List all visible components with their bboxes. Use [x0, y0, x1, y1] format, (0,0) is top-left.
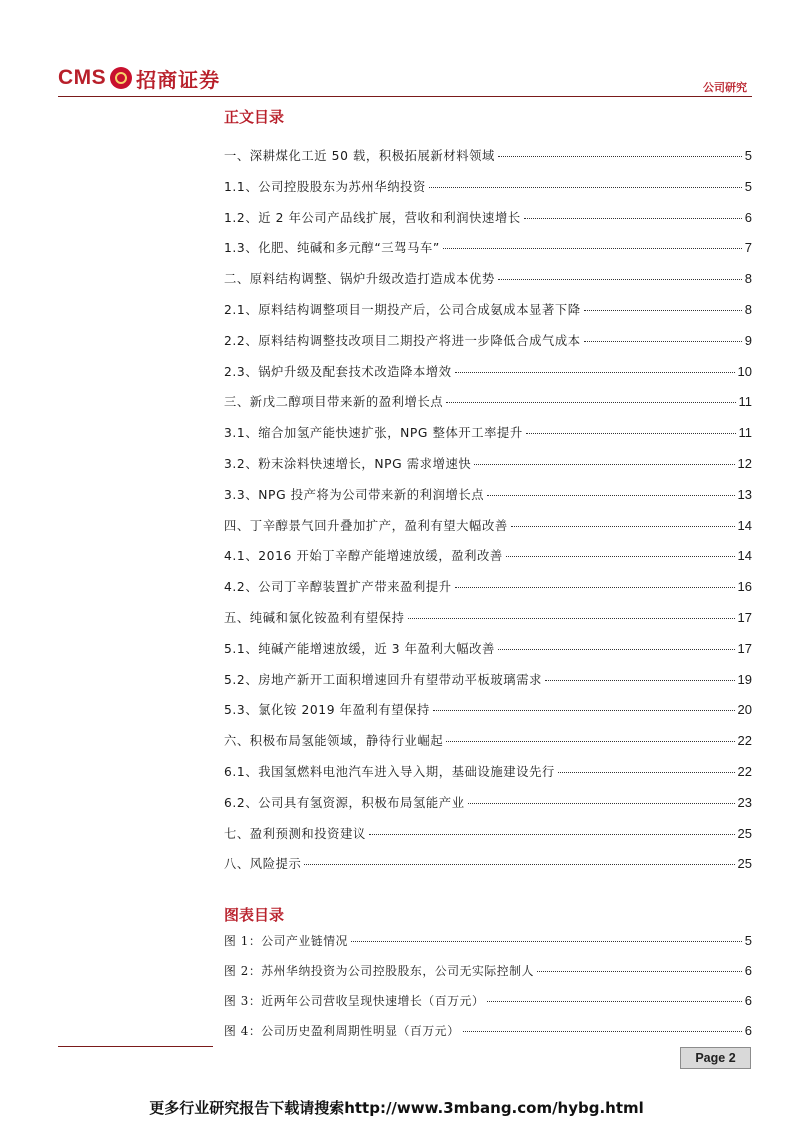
dot-leader	[498, 156, 742, 157]
toc-entry-title: 1.1、公司控股股东为苏州华纳投资	[224, 179, 426, 194]
toc-entry-page-number: 8	[744, 301, 752, 317]
toc-entry-title: 3.3、NPG 投产将为公司带来新的利润增长点	[224, 487, 485, 502]
figure-toc-entry[interactable]	[224, 992, 752, 1022]
figure-toc-section-title: 图表目录	[224, 906, 285, 924]
dot-leader	[446, 402, 735, 403]
toc-entry[interactable]	[224, 208, 752, 239]
dot-leader	[455, 587, 735, 588]
dot-leader	[455, 372, 735, 373]
figure-toc-entry[interactable]	[224, 932, 752, 962]
toc-entry[interactable]	[224, 485, 752, 516]
toc-entry-page-number: 13	[737, 486, 752, 502]
toc-entry-title: 2.2、原料结构调整技改项目二期投产将进一步降低合成气成本	[224, 333, 581, 348]
header-divider	[58, 96, 752, 97]
toc-entry-title: 2.3、锅炉升级及配套技术改造降本增效	[224, 364, 452, 379]
brand-emblem-icon	[110, 67, 132, 89]
dot-leader	[433, 710, 735, 711]
toc-entry-page-number: 17	[737, 609, 752, 625]
dot-leader	[443, 248, 742, 249]
toc-entry-page-number: 5	[744, 148, 752, 163]
toc-entry[interactable]	[224, 454, 752, 485]
toc-entry-page-number: 11	[738, 425, 752, 441]
toc-entry-page-number: 14	[737, 517, 752, 533]
figure-toc-entry[interactable]	[224, 962, 752, 992]
figure-toc-entry-title: 图 4：公司历史盈利周期性明显（百万元）	[224, 1024, 460, 1038]
figure-toc-entry-page-number: 6	[744, 1023, 752, 1038]
dot-leader	[498, 279, 742, 280]
toc-entry-page-number: 25	[737, 856, 752, 872]
toc-entry[interactable]	[224, 516, 752, 547]
toc-entry-title: 5.2、房地产新开工面积增速回升有望带动平板玻璃需求	[224, 672, 542, 687]
toc-entry-title: 3.2、粉末涂料快速增长，NPG 需求增速快	[224, 456, 472, 471]
dot-leader	[506, 556, 735, 557]
dot-leader	[524, 218, 742, 219]
toc-entry[interactable]	[224, 700, 752, 731]
dot-leader	[468, 803, 735, 804]
toc-entry[interactable]	[224, 546, 752, 577]
toc-entry[interactable]	[224, 639, 752, 670]
toc-entry-page-number: 17	[737, 640, 752, 656]
toc-entry-page-number: 9	[744, 332, 752, 348]
toc-entry-title: 4.1、2016 开始丁辛醇产能增速放缓，盈利改善	[224, 549, 503, 564]
toc-entry-title: 七、盈利预测和投资建议	[224, 826, 366, 841]
toc-entry-title: 五、纯碱和氯化铵盈利有望保持	[224, 610, 405, 625]
toc-entry-title: 5.3、氯化铵 2019 年盈利有望保持	[224, 703, 430, 718]
dot-leader	[369, 834, 735, 835]
dot-leader	[487, 495, 734, 496]
toc-entry[interactable]	[224, 670, 752, 701]
toc-entry-title: 1.3、化肥、纯碱和多元醇“三驾马车”	[224, 241, 440, 256]
toc-entry-page-number: 5	[744, 178, 752, 194]
figure-toc-entry-page-number: 6	[744, 993, 752, 1008]
page-number-badge: Page 2	[680, 1047, 751, 1069]
toc-entry-page-number: 25	[737, 825, 752, 841]
toc-entry-title: 4.2、公司丁辛醇装置扩产带来盈利提升	[224, 580, 452, 595]
figure-toc-entry[interactable]	[224, 1022, 752, 1052]
toc-entry[interactable]	[224, 608, 752, 639]
toc-entry[interactable]	[224, 762, 752, 793]
toc-entry-title: 6.2、公司具有氢资源，积极布局氢能产业	[224, 795, 465, 810]
toc-entry-page-number: 23	[737, 794, 752, 810]
toc-section-title: 正文目录	[224, 108, 285, 126]
dot-leader	[487, 1001, 741, 1002]
toc-entry-page-number: 20	[737, 702, 752, 718]
toc-entry-page-number: 22	[737, 763, 752, 779]
toc-entry-title: 1.2、近 2 年公司产品线扩展，营收和利润快速增长	[224, 210, 521, 225]
dot-leader	[446, 741, 734, 742]
toc-entry[interactable]	[224, 731, 752, 762]
dot-leader	[584, 310, 742, 311]
toc-entry-page-number: 16	[737, 579, 752, 595]
figure-toc-entry-title: 图 3：近两年公司营收呈现快速增长（百万元）	[224, 994, 485, 1008]
dot-leader	[463, 1031, 742, 1032]
toc-entry-page-number: 19	[737, 671, 752, 687]
toc-list	[224, 146, 752, 885]
dot-leader	[351, 941, 742, 942]
toc-entry-page-number: 7	[744, 240, 752, 256]
toc-entry-title: 二、原料结构调整、锅炉升级改造打造成本优势	[224, 272, 495, 287]
toc-entry-page-number: 8	[744, 271, 752, 287]
toc-entry[interactable]	[224, 793, 752, 824]
toc-entry-title: 四、丁辛醇景气回升叠加扩产，盈利有望大幅改善	[224, 518, 508, 533]
dot-leader	[429, 187, 742, 188]
dot-leader	[511, 526, 735, 527]
toc-entry-title: 3.1、缩合加氢产能快速扩张，NPG 整体开工率提升	[224, 426, 523, 441]
toc-entry-page-number: 12	[737, 455, 752, 471]
dot-leader	[474, 464, 734, 465]
toc-entry[interactable]	[224, 362, 752, 393]
download-banner: 更多行业研究报告下载请搜索http://www.3mbang.com/hybg.html	[149, 1099, 644, 1117]
brand-latin-text: CMS	[58, 66, 107, 89]
toc-entry-title: 八、风险提示	[224, 857, 302, 872]
toc-entry-title: 5.1、纯碱产能增速放缓，近 3 年盈利大幅改善	[224, 641, 495, 656]
dot-leader	[558, 772, 735, 773]
footer-divider	[58, 1046, 213, 1047]
dot-leader	[304, 864, 734, 865]
toc-entry-page-number: 11	[738, 394, 752, 410]
brand-logo	[58, 60, 220, 96]
toc-entry-title: 三、新戊二醇项目带来新的盈利增长点	[224, 395, 444, 410]
toc-entry-title: 6.1、我国氢燃料电池汽车进入导入期，基础设施建设先行	[224, 764, 555, 779]
report-type-label: 公司研究	[703, 81, 747, 94]
toc-entry-title: 六、积极布局氢能领域，静待行业崛起	[224, 734, 444, 749]
figure-toc-entry-page-number: 5	[744, 933, 752, 948]
toc-entry-page-number: 6	[744, 209, 752, 225]
toc-entry[interactable]	[224, 854, 752, 885]
toc-entry-page-number: 10	[737, 363, 752, 379]
toc-entry[interactable]	[224, 146, 752, 177]
toc-entry[interactable]	[224, 824, 752, 855]
toc-entry-title: 2.1、原料结构调整项目一期投产后，公司合成氨成本显著下降	[224, 302, 581, 317]
toc-entry-title: 一、深耕煤化工近 50 载，积极拓展新材料领域	[224, 149, 495, 163]
figure-toc-entry-page-number: 6	[744, 963, 752, 978]
figure-toc-list	[224, 932, 752, 1052]
dot-leader	[545, 680, 735, 681]
dot-leader	[526, 433, 736, 434]
toc-entry[interactable]	[224, 423, 752, 454]
toc-entry-page-number: 22	[737, 733, 752, 749]
dot-leader	[584, 341, 742, 342]
toc-entry-page-number: 14	[737, 548, 752, 564]
dot-leader	[408, 618, 735, 619]
toc-entry[interactable]	[224, 331, 752, 362]
toc-entry[interactable]	[224, 392, 752, 423]
figure-toc-entry-title: 图 2：苏州华纳投资为公司控股股东，公司无实际控制人	[224, 964, 534, 978]
toc-entry[interactable]	[224, 238, 752, 269]
toc-entry[interactable]	[224, 577, 752, 608]
toc-entry[interactable]	[224, 269, 752, 300]
brand-chinese-text: 招商证券	[136, 67, 221, 92]
toc-entry[interactable]	[224, 300, 752, 331]
dot-leader	[498, 649, 735, 650]
dot-leader	[537, 971, 742, 972]
toc-entry[interactable]	[224, 177, 752, 208]
figure-toc-entry-title: 图 1：公司产业链情况	[224, 934, 349, 948]
